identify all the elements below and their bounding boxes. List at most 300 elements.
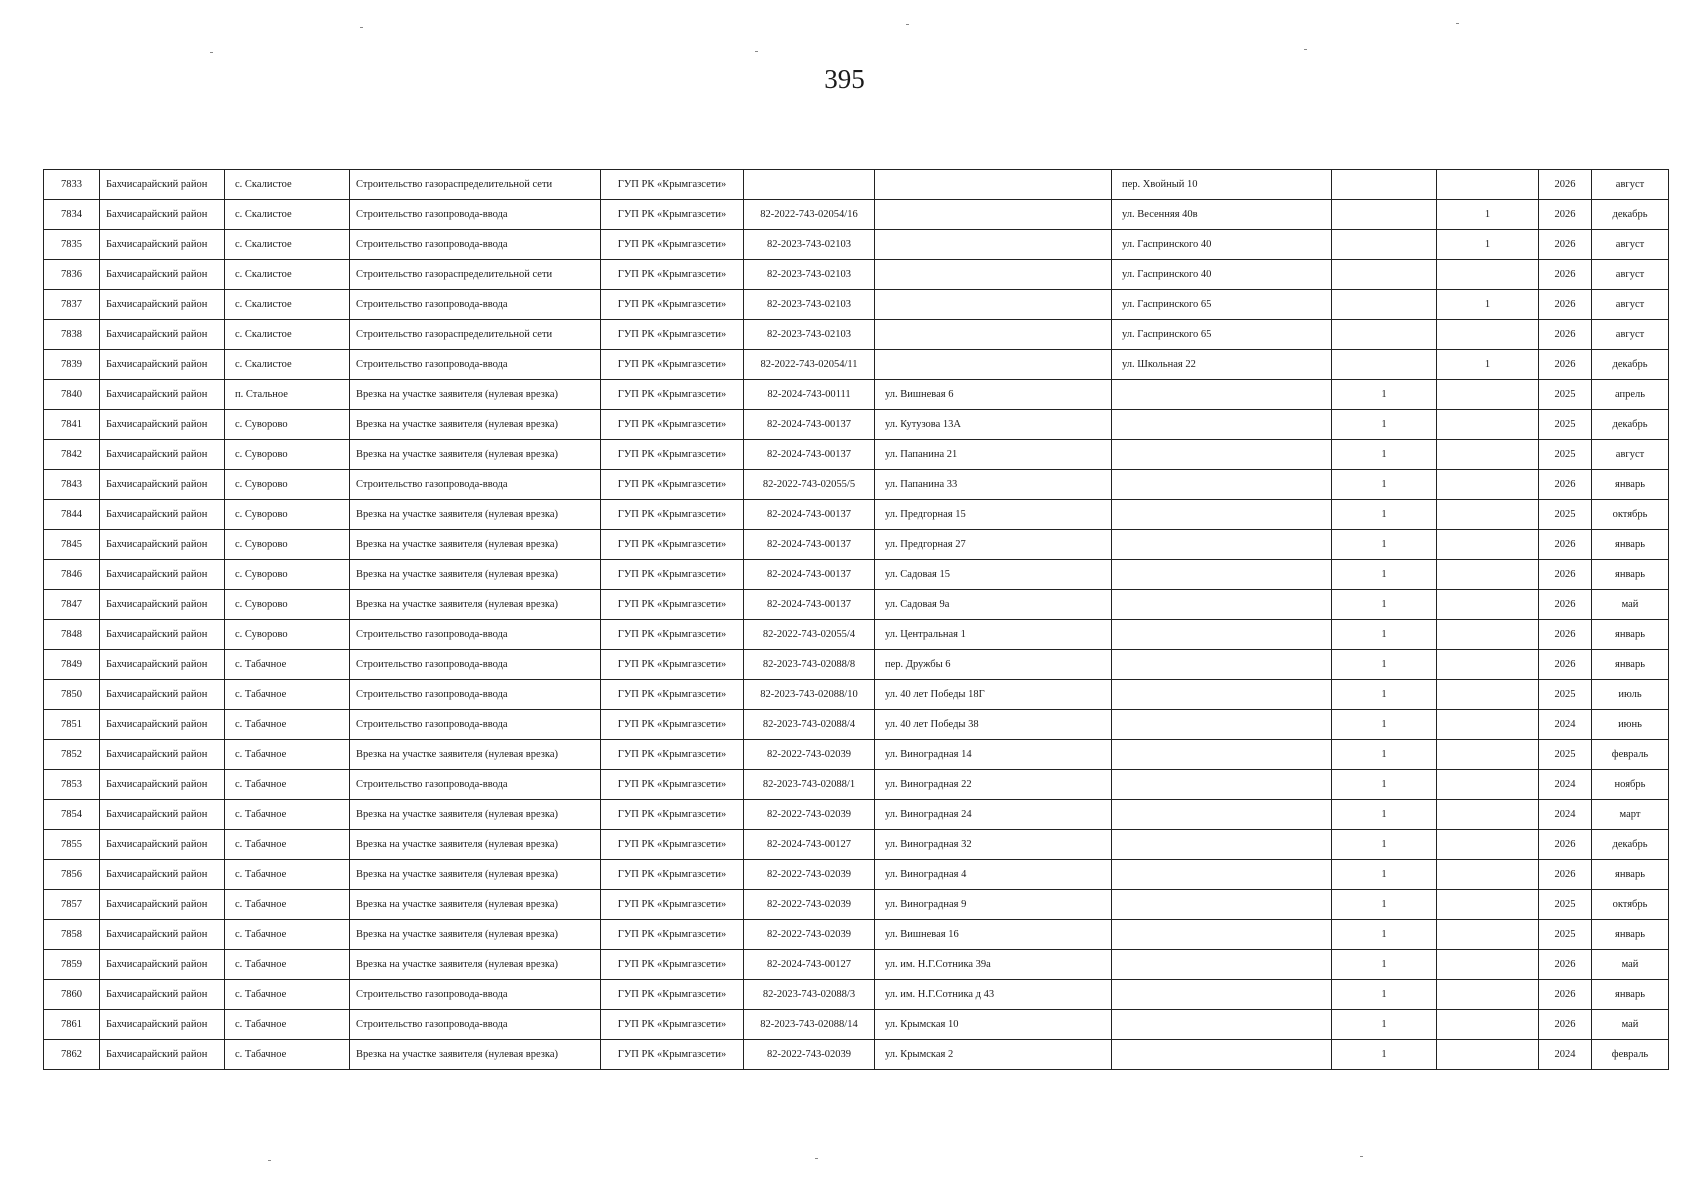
settlement-cell: с. Суворово [225, 560, 350, 590]
month-cell: февраль [1592, 740, 1669, 770]
quantity-cell: 1 [1332, 440, 1437, 470]
month-cell: август [1592, 440, 1669, 470]
row-number-cell: 7842 [44, 440, 100, 470]
quantity-alt-cell [1437, 830, 1539, 860]
organization-cell: ГУП РК «Крымгазсети» [601, 230, 744, 260]
settlement-cell: с. Суворово [225, 590, 350, 620]
quantity-cell [1332, 350, 1437, 380]
settlement-cell: с. Табачное [225, 950, 350, 980]
address-alt-cell [1112, 410, 1332, 440]
settlement-cell: с. Суворово [225, 500, 350, 530]
settlement-cell: с. Табачное [225, 830, 350, 860]
address-alt-cell [1112, 830, 1332, 860]
settlement-cell: с. Скалистое [225, 170, 350, 200]
address-cell: ул. Предгорная 27 [875, 530, 1112, 560]
quantity-alt-cell: 1 [1437, 290, 1539, 320]
address-alt-cell [1112, 500, 1332, 530]
row-number-cell: 7862 [44, 1040, 100, 1070]
settlement-cell: с. Суворово [225, 440, 350, 470]
organization-cell: ГУП РК «Крымгазсети» [601, 530, 744, 560]
district-cell: Бахчисарайский район [100, 980, 225, 1010]
quantity-alt-cell: 1 [1437, 350, 1539, 380]
address-cell: ул. Папанина 33 [875, 470, 1112, 500]
month-cell: август [1592, 170, 1669, 200]
quantity-cell: 1 [1332, 620, 1437, 650]
quantity-alt-cell: 1 [1437, 200, 1539, 230]
year-cell: 2026 [1539, 530, 1592, 560]
organization-cell: ГУП РК «Крымгазсети» [601, 500, 744, 530]
document-number-cell: 82-2022-743-02054/11 [744, 350, 875, 380]
table-row [44, 260, 1669, 290]
address-cell: ул. Виноградная 32 [875, 830, 1112, 860]
address-alt-cell [1112, 560, 1332, 590]
work-type-cell: Строительство газопровода-ввода [350, 710, 601, 740]
settlement-cell: с. Скалистое [225, 320, 350, 350]
settlement-cell: с. Табачное [225, 920, 350, 950]
row-number-cell: 7848 [44, 620, 100, 650]
organization-cell: ГУП РК «Крымгазсети» [601, 770, 744, 800]
address-cell: ул. Кутузова 13А [875, 410, 1112, 440]
quantity-alt-cell [1437, 410, 1539, 440]
address-cell: ул. Центральная 1 [875, 620, 1112, 650]
document-number-cell: 82-2023-743-02088/8 [744, 650, 875, 680]
quantity-cell: 1 [1332, 1010, 1437, 1040]
address-alt-cell [1112, 650, 1332, 680]
address-cell: ул. 40 лет Победы 18Г [875, 680, 1112, 710]
document-number-cell: 82-2022-743-02039 [744, 800, 875, 830]
quantity-alt-cell [1437, 530, 1539, 560]
district-cell: Бахчисарайский район [100, 770, 225, 800]
address-alt-cell [1112, 770, 1332, 800]
district-cell: Бахчисарайский район [100, 620, 225, 650]
year-cell: 2026 [1539, 320, 1592, 350]
table-row [44, 440, 1669, 470]
month-cell: январь [1592, 920, 1669, 950]
district-cell: Бахчисарайский район [100, 830, 225, 860]
row-number-cell: 7835 [44, 230, 100, 260]
address-cell [875, 260, 1112, 290]
year-cell: 2026 [1539, 560, 1592, 590]
year-cell: 2025 [1539, 920, 1592, 950]
quantity-alt-cell [1437, 950, 1539, 980]
table-row [44, 350, 1669, 380]
row-number-cell: 7856 [44, 860, 100, 890]
settlement-cell: с. Скалистое [225, 260, 350, 290]
quantity-alt-cell [1437, 800, 1539, 830]
table-row [44, 800, 1669, 830]
address-cell: ул. им. Н.Г.Сотника 39а [875, 950, 1112, 980]
table-row [44, 740, 1669, 770]
quantity-cell: 1 [1332, 950, 1437, 980]
address-alt-cell: ул. Гаспринского 40 [1112, 230, 1332, 260]
organization-cell: ГУП РК «Крымгазсети» [601, 200, 744, 230]
quantity-alt-cell [1437, 770, 1539, 800]
address-alt-cell [1112, 380, 1332, 410]
quantity-alt-cell [1437, 260, 1539, 290]
address-alt-cell [1112, 590, 1332, 620]
document-number-cell: 82-2024-743-00111 [744, 380, 875, 410]
work-type-cell: Врезка на участке заявителя (нулевая врезка) [350, 740, 601, 770]
month-cell: август [1592, 290, 1669, 320]
work-type-cell: Врезка на участке заявителя (нулевая врезка) [350, 800, 601, 830]
address-alt-cell [1112, 860, 1332, 890]
organization-cell: ГУП РК «Крымгазсети» [601, 260, 744, 290]
district-cell: Бахчисарайский район [100, 290, 225, 320]
quantity-cell [1332, 230, 1437, 260]
quantity-alt-cell [1437, 470, 1539, 500]
table-row [44, 1010, 1669, 1040]
organization-cell: ГУП РК «Крымгазсети» [601, 440, 744, 470]
document-number-cell: 82-2022-743-02039 [744, 860, 875, 890]
quantity-alt-cell [1437, 170, 1539, 200]
work-type-cell: Врезка на участке заявителя (нулевая врезка) [350, 860, 601, 890]
quantity-alt-cell [1437, 620, 1539, 650]
row-number-cell: 7858 [44, 920, 100, 950]
work-type-cell: Строительство газопровода-ввода [350, 350, 601, 380]
address-cell: ул. Виноградная 22 [875, 770, 1112, 800]
document-number-cell: 82-2023-743-02088/1 [744, 770, 875, 800]
address-alt-cell [1112, 440, 1332, 470]
year-cell: 2024 [1539, 710, 1592, 740]
row-number-cell: 7837 [44, 290, 100, 320]
district-cell: Бахчисарайский район [100, 410, 225, 440]
address-cell [875, 200, 1112, 230]
organization-cell: ГУП РК «Крымгазсети» [601, 410, 744, 440]
district-cell: Бахчисарайский район [100, 320, 225, 350]
year-cell: 2026 [1539, 1010, 1592, 1040]
quantity-alt-cell [1437, 710, 1539, 740]
document-number-cell: 82-2023-743-02088/3 [744, 980, 875, 1010]
document-number-cell: 82-2024-743-00137 [744, 590, 875, 620]
district-cell: Бахчисарайский район [100, 500, 225, 530]
year-cell: 2026 [1539, 860, 1592, 890]
organization-cell: ГУП РК «Крымгазсети» [601, 170, 744, 200]
address-alt-cell [1112, 920, 1332, 950]
address-cell [875, 290, 1112, 320]
row-number-cell: 7845 [44, 530, 100, 560]
quantity-cell [1332, 260, 1437, 290]
work-type-cell: Строительство газопровода-ввода [350, 680, 601, 710]
address-alt-cell: ул. Школьная 22 [1112, 350, 1332, 380]
address-alt-cell [1112, 680, 1332, 710]
year-cell: 2025 [1539, 500, 1592, 530]
page-number: 395 [824, 64, 865, 94]
address-cell: ул. Виноградная 24 [875, 800, 1112, 830]
row-number-cell: 7834 [44, 200, 100, 230]
document-number-cell: 82-2023-743-02088/10 [744, 680, 875, 710]
quantity-cell: 1 [1332, 740, 1437, 770]
work-type-cell: Врезка на участке заявителя (нулевая врезка) [350, 500, 601, 530]
organization-cell: ГУП РК «Крымгазсети» [601, 920, 744, 950]
quantity-cell: 1 [1332, 380, 1437, 410]
organization-cell: ГУП РК «Крымгазсети» [601, 860, 744, 890]
quantity-alt-cell [1437, 1010, 1539, 1040]
district-cell: Бахчисарайский район [100, 890, 225, 920]
address-cell: ул. Садовая 15 [875, 560, 1112, 590]
address-alt-cell [1112, 1040, 1332, 1070]
year-cell: 2026 [1539, 200, 1592, 230]
table-row [44, 890, 1669, 920]
quantity-cell: 1 [1332, 530, 1437, 560]
row-number-cell: 7847 [44, 590, 100, 620]
row-number-cell: 7833 [44, 170, 100, 200]
row-number-cell: 7838 [44, 320, 100, 350]
month-cell: декабрь [1592, 410, 1669, 440]
district-cell: Бахчисарайский район [100, 920, 225, 950]
work-type-cell: Строительство газопровода-ввода [350, 770, 601, 800]
quantity-cell: 1 [1332, 500, 1437, 530]
quantity-alt-cell [1437, 560, 1539, 590]
year-cell: 2026 [1539, 470, 1592, 500]
settlement-cell: с. Табачное [225, 710, 350, 740]
year-cell: 2025 [1539, 680, 1592, 710]
work-type-cell: Врезка на участке заявителя (нулевая врезка) [350, 590, 601, 620]
district-cell: Бахчисарайский район [100, 440, 225, 470]
address-alt-cell: ул. Гаспринского 65 [1112, 290, 1332, 320]
address-cell: ул. Виноградная 4 [875, 860, 1112, 890]
address-alt-cell: ул. Гаспринского 40 [1112, 260, 1332, 290]
organization-cell: ГУП РК «Крымгазсети» [601, 320, 744, 350]
quantity-alt-cell [1437, 500, 1539, 530]
district-cell: Бахчисарайский район [100, 680, 225, 710]
settlement-cell: с. Суворово [225, 470, 350, 500]
district-cell: Бахчисарайский район [100, 470, 225, 500]
table-row [44, 320, 1669, 350]
document-number-cell: 82-2022-743-02039 [744, 740, 875, 770]
work-type-cell: Строительство газопровода-ввода [350, 620, 601, 650]
address-alt-cell [1112, 740, 1332, 770]
district-cell: Бахчисарайский район [100, 350, 225, 380]
quantity-cell [1332, 200, 1437, 230]
address-cell: ул. Виноградная 9 [875, 890, 1112, 920]
month-cell: август [1592, 230, 1669, 260]
organization-cell: ГУП РК «Крымгазсети» [601, 1040, 744, 1070]
works-table [43, 169, 1669, 1070]
table-row [44, 410, 1669, 440]
quantity-cell: 1 [1332, 860, 1437, 890]
table-row [44, 980, 1669, 1010]
settlement-cell: с. Табачное [225, 800, 350, 830]
table-row [44, 560, 1669, 590]
year-cell: 2026 [1539, 260, 1592, 290]
table-row [44, 170, 1669, 200]
quantity-cell: 1 [1332, 590, 1437, 620]
quantity-alt-cell: 1 [1437, 230, 1539, 260]
organization-cell: ГУП РК «Крымгазсети» [601, 680, 744, 710]
district-cell: Бахчисарайский район [100, 1010, 225, 1040]
district-cell: Бахчисарайский район [100, 740, 225, 770]
address-cell [875, 230, 1112, 260]
district-cell: Бахчисарайский район [100, 170, 225, 200]
year-cell: 2026 [1539, 650, 1592, 680]
document-number-cell: 82-2024-743-00137 [744, 440, 875, 470]
month-cell: январь [1592, 650, 1669, 680]
work-type-cell: Врезка на участке заявителя (нулевая врезка) [350, 380, 601, 410]
row-number-cell: 7853 [44, 770, 100, 800]
settlement-cell: с. Табачное [225, 1010, 350, 1040]
row-number-cell: 7860 [44, 980, 100, 1010]
address-cell [875, 350, 1112, 380]
month-cell: август [1592, 260, 1669, 290]
document-number-cell: 82-2024-743-00137 [744, 530, 875, 560]
work-type-cell: Врезка на участке заявителя (нулевая врезка) [350, 560, 601, 590]
row-number-cell: 7852 [44, 740, 100, 770]
year-cell: 2026 [1539, 620, 1592, 650]
row-number-cell: 7839 [44, 350, 100, 380]
month-cell: ноябрь [1592, 770, 1669, 800]
address-alt-cell [1112, 620, 1332, 650]
district-cell: Бахчисарайский район [100, 230, 225, 260]
quantity-cell [1332, 170, 1437, 200]
table-row [44, 500, 1669, 530]
organization-cell: ГУП РК «Крымгазсети» [601, 890, 744, 920]
quantity-alt-cell [1437, 740, 1539, 770]
document-number-cell: 82-2024-743-00137 [744, 560, 875, 590]
table-row [44, 290, 1669, 320]
work-type-cell: Врезка на участке заявителя (нулевая врезка) [350, 440, 601, 470]
year-cell: 2026 [1539, 980, 1592, 1010]
district-cell: Бахчисарайский район [100, 710, 225, 740]
row-number-cell: 7850 [44, 680, 100, 710]
quantity-cell: 1 [1332, 680, 1437, 710]
quantity-cell: 1 [1332, 470, 1437, 500]
quantity-alt-cell [1437, 590, 1539, 620]
address-cell: ул. Папанина 21 [875, 440, 1112, 470]
organization-cell: ГУП РК «Крымгазсети» [601, 590, 744, 620]
organization-cell: ГУП РК «Крымгазсети» [601, 290, 744, 320]
month-cell: октябрь [1592, 890, 1669, 920]
address-alt-cell: ул. Гаспринского 65 [1112, 320, 1332, 350]
work-type-cell: Врезка на участке заявителя (нулевая врезка) [350, 950, 601, 980]
work-type-cell: Строительство газопровода-ввода [350, 470, 601, 500]
quantity-alt-cell [1437, 650, 1539, 680]
settlement-cell: с. Табачное [225, 890, 350, 920]
year-cell: 2024 [1539, 800, 1592, 830]
settlement-cell: с. Скалистое [225, 290, 350, 320]
work-type-cell: Строительство газораспределительной сети [350, 320, 601, 350]
quantity-cell: 1 [1332, 890, 1437, 920]
quantity-cell [1332, 290, 1437, 320]
table-row [44, 830, 1669, 860]
year-cell: 2025 [1539, 890, 1592, 920]
document-number-cell: 82-2024-743-00127 [744, 830, 875, 860]
month-cell: май [1592, 590, 1669, 620]
settlement-cell: с. Табачное [225, 650, 350, 680]
address-cell: ул. Вишневая 6 [875, 380, 1112, 410]
organization-cell: ГУП РК «Крымгазсети» [601, 560, 744, 590]
work-type-cell: Врезка на участке заявителя (нулевая врезка) [350, 530, 601, 560]
address-alt-cell [1112, 530, 1332, 560]
address-alt-cell [1112, 710, 1332, 740]
month-cell: май [1592, 950, 1669, 980]
settlement-cell: с. Табачное [225, 740, 350, 770]
table-row [44, 380, 1669, 410]
settlement-cell: с. Табачное [225, 680, 350, 710]
month-cell: декабрь [1592, 830, 1669, 860]
year-cell: 2024 [1539, 1040, 1592, 1070]
address-cell: ул. 40 лет Победы 38 [875, 710, 1112, 740]
address-cell: ул. Крымская 2 [875, 1040, 1112, 1070]
quantity-alt-cell [1437, 320, 1539, 350]
month-cell: январь [1592, 980, 1669, 1010]
work-type-cell: Строительство газопровода-ввода [350, 290, 601, 320]
year-cell: 2026 [1539, 230, 1592, 260]
quantity-cell: 1 [1332, 410, 1437, 440]
year-cell: 2026 [1539, 170, 1592, 200]
settlement-cell: с. Суворово [225, 530, 350, 560]
address-alt-cell [1112, 950, 1332, 980]
organization-cell: ГУП РК «Крымгазсети» [601, 470, 744, 500]
row-number-cell: 7861 [44, 1010, 100, 1040]
row-number-cell: 7840 [44, 380, 100, 410]
document-number-cell: 82-2024-743-00137 [744, 410, 875, 440]
quantity-cell: 1 [1332, 710, 1437, 740]
quantity-alt-cell [1437, 380, 1539, 410]
work-type-cell: Строительство газопровода-ввода [350, 980, 601, 1010]
document-number-cell: 82-2022-743-02055/4 [744, 620, 875, 650]
row-number-cell: 7844 [44, 500, 100, 530]
quantity-alt-cell [1437, 860, 1539, 890]
row-number-cell: 7857 [44, 890, 100, 920]
table-row [44, 950, 1669, 980]
address-alt-cell [1112, 470, 1332, 500]
quantity-cell: 1 [1332, 560, 1437, 590]
address-cell: ул. Виноградная 14 [875, 740, 1112, 770]
quantity-alt-cell [1437, 920, 1539, 950]
quantity-cell: 1 [1332, 770, 1437, 800]
address-alt-cell [1112, 980, 1332, 1010]
quantity-cell: 1 [1332, 980, 1437, 1010]
work-type-cell: Строительство газораспределительной сети [350, 170, 601, 200]
year-cell: 2026 [1539, 350, 1592, 380]
row-number-cell: 7849 [44, 650, 100, 680]
row-number-cell: 7859 [44, 950, 100, 980]
quantity-cell [1332, 320, 1437, 350]
address-alt-cell: ул. Весенняя 40в [1112, 200, 1332, 230]
address-cell: ул. Садовая 9а [875, 590, 1112, 620]
work-type-cell: Врезка на участке заявителя (нулевая врезка) [350, 890, 601, 920]
district-cell: Бахчисарайский район [100, 650, 225, 680]
year-cell: 2026 [1539, 830, 1592, 860]
row-number-cell: 7855 [44, 830, 100, 860]
year-cell: 2025 [1539, 380, 1592, 410]
month-cell: апрель [1592, 380, 1669, 410]
row-number-cell: 7854 [44, 800, 100, 830]
address-alt-cell [1112, 890, 1332, 920]
quantity-alt-cell [1437, 890, 1539, 920]
work-type-cell: Строительство газопровода-ввода [350, 200, 601, 230]
organization-cell: ГУП РК «Крымгазсети» [601, 710, 744, 740]
row-number-cell: 7841 [44, 410, 100, 440]
table-row [44, 200, 1669, 230]
table-body [44, 170, 1669, 1070]
table-row [44, 650, 1669, 680]
organization-cell: ГУП РК «Крымгазсети» [601, 950, 744, 980]
document-number-cell: 82-2022-743-02039 [744, 920, 875, 950]
document-number-cell: 82-2024-743-00137 [744, 500, 875, 530]
document-number-cell: 82-2022-743-02054/16 [744, 200, 875, 230]
address-cell: ул. Вишневая 16 [875, 920, 1112, 950]
organization-cell: ГУП РК «Крымгазсети» [601, 380, 744, 410]
district-cell: Бахчисарайский район [100, 950, 225, 980]
year-cell: 2026 [1539, 290, 1592, 320]
settlement-cell: с. Суворово [225, 410, 350, 440]
table-row [44, 860, 1669, 890]
work-type-cell: Врезка на участке заявителя (нулевая врезка) [350, 830, 601, 860]
address-cell: ул. им. Н.Г.Сотника д 43 [875, 980, 1112, 1010]
quantity-alt-cell [1437, 1040, 1539, 1070]
table-row [44, 530, 1669, 560]
